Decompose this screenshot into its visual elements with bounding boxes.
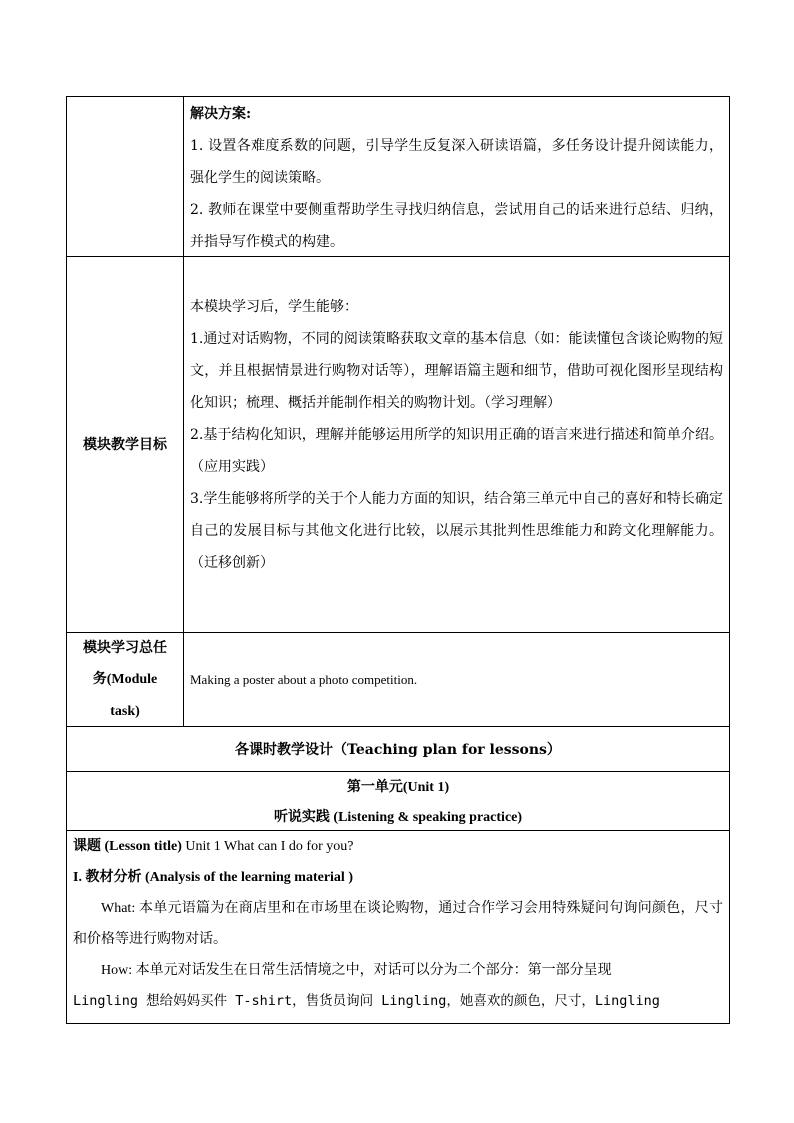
solution-label-cell [67, 97, 184, 256]
module-task-label-line-2: 务(Module [92, 671, 158, 687]
solution-row [67, 97, 729, 256]
objectives-intro: 本模块学习后，学生能够： [190, 299, 358, 315]
unit-title: 第一单元(Unit 1) [346, 780, 450, 795]
objectives-cell [184, 257, 729, 632]
unit-subtitle: 听说实践 (Listening & speaking practice) [273, 810, 523, 825]
what-paragraph [73, 893, 723, 955]
lesson-title-value: Unit 1 What can I do for you? [181, 839, 354, 854]
analysis-section-title: 教材分析 (Analysis of the learning material ) [81, 870, 353, 885]
unit-row [67, 771, 729, 830]
objective-item-3: 3.学生能够将所学的关于个人能力方面的知识，结合第三单元中自己的喜好和特长确定自己的发展目标与其他文化进行比较，以展示其批判性思维能力和跨文化理解能力。（迁移创新） [190, 491, 723, 571]
how-paragraph [73, 955, 723, 986]
lesson-plan-header: 各课时教学设计（Teaching plan for lessons） [235, 742, 561, 758]
lesson-plan-header-row [67, 726, 729, 771]
solution-heading: 解决方案: [190, 106, 252, 122]
solution-item-1: 1. 设置各难度系数的问题，引导学生反复深入研读语篇，多任务设计提升阅读能力，强化学生的阅读策略。 [190, 138, 723, 186]
what-label: What: [101, 901, 136, 916]
module-task-content: Making a poster about a photo competition. [190, 671, 418, 687]
module-task-label-line-1: 模块学习总任 [83, 639, 167, 656]
unit-cell [67, 772, 729, 830]
lesson-title-label: 课题 (Lesson title) [73, 839, 182, 854]
lesson-title-line [73, 831, 723, 862]
module-task-label-line-3: task) [110, 703, 140, 719]
how-text: 本单元对话发生在日常生活情境之中，对话可以分为二个部分：第一部分呈现 [132, 963, 612, 978]
solution-item-2: 2. 教师在课堂中要侧重帮助学生寻找归纳信息，尝试用自己的话来进行总结、归纳，并指导写作模式的构建。 [190, 202, 723, 250]
lesson-plan-table [66, 96, 730, 1024]
solution-cell [184, 97, 729, 256]
lesson-row [67, 830, 729, 1023]
objective-item-2: 2.基于结构化知识，理解并能够运用所学的知识用正确的语言来进行描述和简单介绍。（应用实践） [190, 427, 723, 475]
objectives-row [67, 256, 729, 632]
how-line-2: Lingling 想给妈妈买件 T-shirt，售货员询问 Lingling，她喜欢的颜色，尺寸，Lingling [73, 993, 660, 1009]
how-label: How: [101, 963, 133, 978]
analysis-section-number: I. [73, 870, 82, 885]
lesson-cell [67, 831, 729, 1023]
objectives-label: 模块教学目标 [67, 257, 184, 632]
module-task-label [67, 633, 184, 726]
what-text: 本单元语篇为在商店里和在市场里在谈论购物，通过合作学习会用特殊疑问句询问颜色，尺寸和价格等进行购物对话。 [73, 901, 723, 947]
module-task-row [67, 632, 729, 726]
objective-item-1: 1.通过对话购物，不同的阅读策略获取文章的基本信息（如：能读懂包含谈论购物的短文，并且根据情景进行购物对话等），理解语篇主题和细节，借助可视化图形呈现结构化知识；梳理、概括并能制作相关的购物计划。（学习理解） [190, 331, 723, 411]
analysis-heading [73, 862, 723, 893]
